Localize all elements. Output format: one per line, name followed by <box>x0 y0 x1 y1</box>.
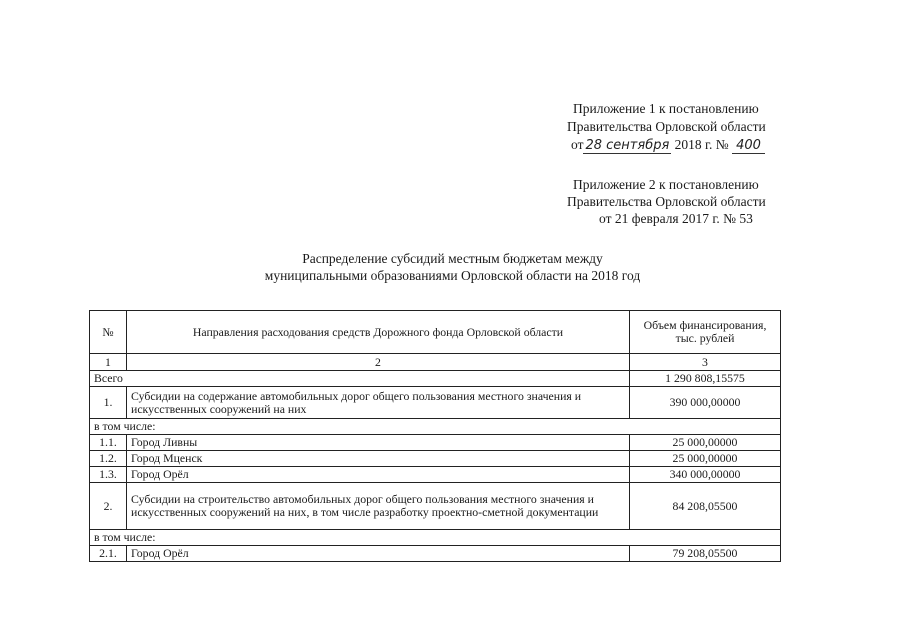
total-value: 1 290 808,15575 <box>630 371 781 387</box>
row-name: Субсидии на строительство автомобильных дорог общего пользования местного значения и искусственных сооружений на них, в том числе разработку проектно-сметной документации <box>127 483 630 530</box>
row-num: 1.3. <box>90 467 127 483</box>
including-row <box>90 530 781 546</box>
table-row <box>90 387 781 419</box>
table-row <box>90 483 781 530</box>
row-value: 390 000,00000 <box>630 387 781 419</box>
header-direction: Направления расходования средств Дорожного фонда Орловской области <box>127 311 630 354</box>
subsidy-table <box>89 310 781 562</box>
row-name: Субсидии на содержание автомобильных дорог общего пользования местного значения и искусственных сооружений на них <box>127 387 630 419</box>
approval-2-line2: Правительства Орловской области <box>567 194 766 209</box>
header-amount: Объем финансирования, тыс. рублей <box>630 311 781 354</box>
row-name: Город Мценск <box>127 451 630 467</box>
document-title-line1: Распределение субсидий местным бюджетам между <box>302 251 603 266</box>
table-header-row <box>90 311 781 354</box>
table-row <box>90 467 781 483</box>
table-row <box>90 451 781 467</box>
document-title-line2: муниципальными образованиями Орловской области на 2018 год <box>264 268 641 283</box>
row-num: 2.1. <box>90 546 127 562</box>
row-num: 1.2. <box>90 451 127 467</box>
total-label: Всего <box>90 371 630 387</box>
row-num: 1. <box>90 387 127 419</box>
including-label: в том числе: <box>90 419 781 435</box>
row-value: 84 208,05500 <box>630 483 781 530</box>
row-value: 79 208,05500 <box>630 546 781 562</box>
approval-1-year: 2018 г. № <box>674 137 729 152</box>
row-value: 340 000,00000 <box>630 467 781 483</box>
approval-2-line3: от 21 февраля 2017 г. № 53 <box>599 211 753 226</box>
table-row <box>90 546 781 562</box>
row-value: 25 000,00000 <box>630 435 781 451</box>
column-number-row <box>90 354 781 371</box>
handwritten-number: 400 <box>732 138 765 154</box>
col-number-2: 2 <box>127 354 630 371</box>
col-number-3: 3 <box>630 354 781 371</box>
total-row <box>90 371 781 387</box>
approval-1-line1: Приложение 1 к постановлению <box>573 101 759 116</box>
table-row <box>90 435 781 451</box>
including-label: в том числе: <box>90 530 781 546</box>
approval-1-line3 <box>571 136 765 154</box>
col-number-1: 1 <box>90 354 127 371</box>
approval-2-line1: Приложение 2 к постановлению <box>573 177 759 192</box>
row-num: 1.1. <box>90 435 127 451</box>
approval-1-line2: Правительства Орловской области <box>567 119 766 134</box>
including-row <box>90 419 781 435</box>
row-value: 25 000,00000 <box>630 451 781 467</box>
approval-1-from-prefix: от <box>571 137 584 152</box>
row-name: Город Ливны <box>127 435 630 451</box>
row-name: Город Орёл <box>127 467 630 483</box>
row-num: 2. <box>90 483 127 530</box>
header-num: № <box>90 311 127 354</box>
row-name: Город Орёл <box>127 546 630 562</box>
handwritten-date: 28 сентября <box>585 138 670 153</box>
